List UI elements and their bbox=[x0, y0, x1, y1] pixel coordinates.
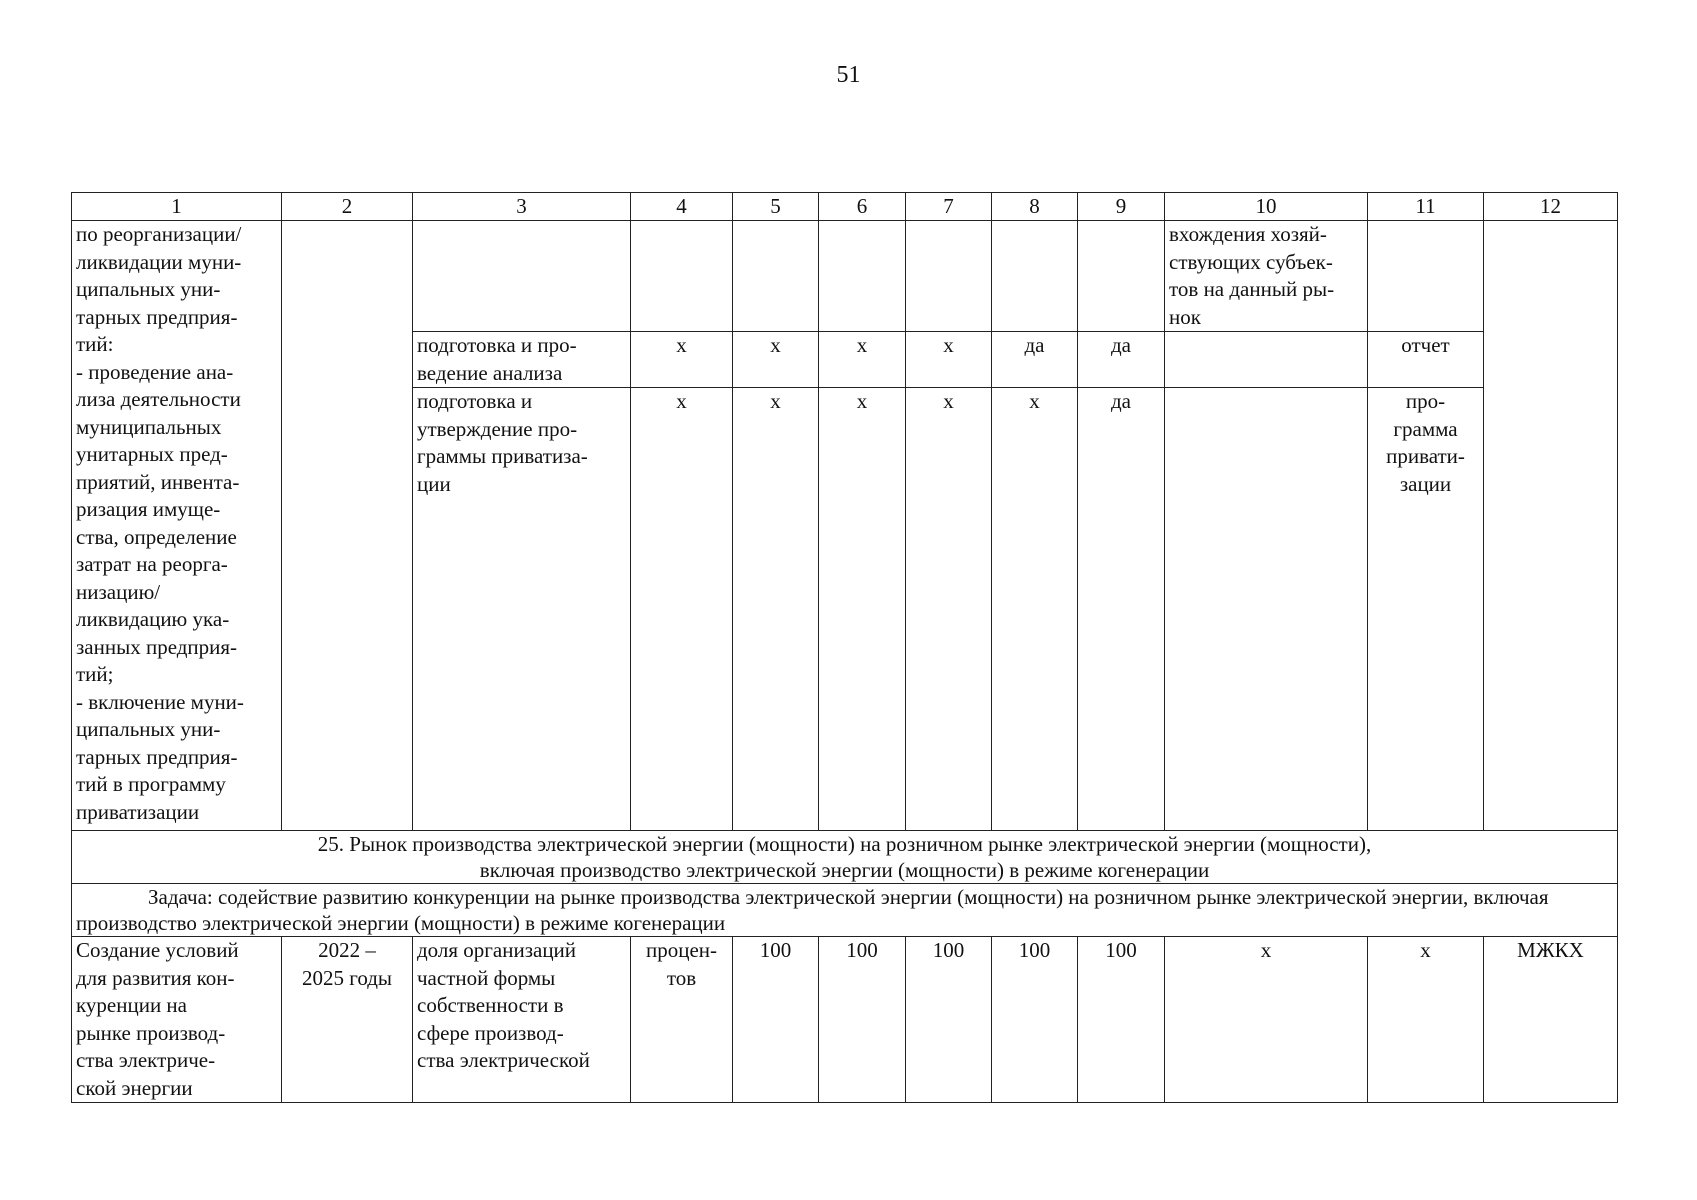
value-cell: х bbox=[1368, 937, 1484, 1103]
measure-description-cell: Создание условий для развития кон- куренции на рынке производ- ства электриче- ской энергии bbox=[72, 937, 282, 1103]
stage-cell: подготовка и утверждение про- граммы приватиза- ции bbox=[413, 388, 631, 831]
value-cell: 100 bbox=[733, 937, 819, 1103]
empty-cell bbox=[1165, 332, 1368, 388]
main-table bbox=[71, 192, 1618, 1103]
indicator-cell: доля организаций частной формы собственности в сфере производ- ства электрической bbox=[413, 937, 631, 1103]
value-cell: 100 bbox=[906, 937, 992, 1103]
indicator-continuation-cell: вхождения хозяй- ствующих субъек- тов на данный ры- нок bbox=[1165, 221, 1368, 332]
empty-cell bbox=[906, 221, 992, 332]
header-cell: 5 bbox=[733, 193, 819, 221]
value-cell: х bbox=[1165, 937, 1368, 1103]
empty-cell bbox=[1078, 221, 1165, 332]
header-cell: 4 bbox=[631, 193, 733, 221]
unit-cell: процен- тов bbox=[631, 937, 733, 1103]
measure-description-cell: по реорганизации/ ликвидации муни- ципальных уни- тарных предприя- тий: - проведение ана- лиза деятельности муниципальных унитарных пред- приятий, инвента- ризация имуще- ства, определение затрат на реорга- низацию/ ликвидацию ука- занных предприя- тий; - включение муни- ципальных уни- тарных предприя- тий в программу приватизации bbox=[72, 221, 282, 831]
value-cell: 100 bbox=[819, 937, 906, 1103]
value-cell: да bbox=[1078, 388, 1165, 831]
header-cell: 1 bbox=[72, 193, 282, 221]
value-cell: 100 bbox=[1078, 937, 1165, 1103]
result-cell: отчет bbox=[1368, 332, 1484, 388]
header-cell: 11 bbox=[1368, 193, 1484, 221]
task-text: Задача: содействие развитию конкуренции на рынке производства электрической энергии (мощности) на розничном рынке электрической энергии, включая производство электрической энергии (мощности) в режиме когенерации bbox=[76, 885, 1549, 935]
table-row bbox=[72, 937, 1618, 1103]
header-cell: 12 bbox=[1484, 193, 1618, 221]
header-cell: 8 bbox=[992, 193, 1078, 221]
value-cell: х bbox=[733, 332, 819, 388]
value-cell: да bbox=[1078, 332, 1165, 388]
empty-cell bbox=[1165, 388, 1368, 831]
value-cell: х bbox=[906, 388, 992, 831]
section-title: 25. Рынок производства электрической энергии (мощности) на розничном рынке электрической энергии (мощности), включая производство электрической энергии (мощности) в режиме когенерации bbox=[72, 831, 1618, 884]
value-cell: х bbox=[631, 332, 733, 388]
responsible-cell: МЖКХ bbox=[1484, 937, 1618, 1103]
value-cell: х bbox=[733, 388, 819, 831]
value-cell: 100 bbox=[992, 937, 1078, 1103]
empty-cell bbox=[733, 221, 819, 332]
value-cell: х bbox=[631, 388, 733, 831]
header-row bbox=[72, 193, 1618, 221]
empty-cell bbox=[819, 221, 906, 332]
value-cell: да bbox=[992, 332, 1078, 388]
header-cell: 10 bbox=[1165, 193, 1368, 221]
section-row bbox=[72, 831, 1618, 884]
empty-cell bbox=[1368, 221, 1484, 332]
value-cell: х bbox=[992, 388, 1078, 831]
period-cell: 2022 – 2025 годы bbox=[282, 937, 413, 1103]
stage-cell: подготовка и про- ведение анализа bbox=[413, 332, 631, 388]
result-cell: про- грамма привати- зации bbox=[1368, 388, 1484, 831]
table-row bbox=[72, 221, 1618, 332]
value-cell: х bbox=[819, 388, 906, 831]
empty-cell bbox=[282, 221, 413, 831]
header-cell: 7 bbox=[906, 193, 992, 221]
empty-cell bbox=[631, 221, 733, 332]
empty-cell bbox=[992, 221, 1078, 332]
task-row bbox=[72, 884, 1618, 937]
header-cell: 3 bbox=[413, 193, 631, 221]
value-cell: х bbox=[819, 332, 906, 388]
header-cell: 2 bbox=[282, 193, 413, 221]
value-cell: х bbox=[906, 332, 992, 388]
task-cell bbox=[72, 884, 1618, 937]
header-cell: 9 bbox=[1078, 193, 1165, 221]
empty-cell bbox=[413, 221, 631, 332]
header-cell: 6 bbox=[819, 193, 906, 221]
empty-cell bbox=[1484, 221, 1618, 831]
page-number: 51 bbox=[836, 62, 861, 88]
